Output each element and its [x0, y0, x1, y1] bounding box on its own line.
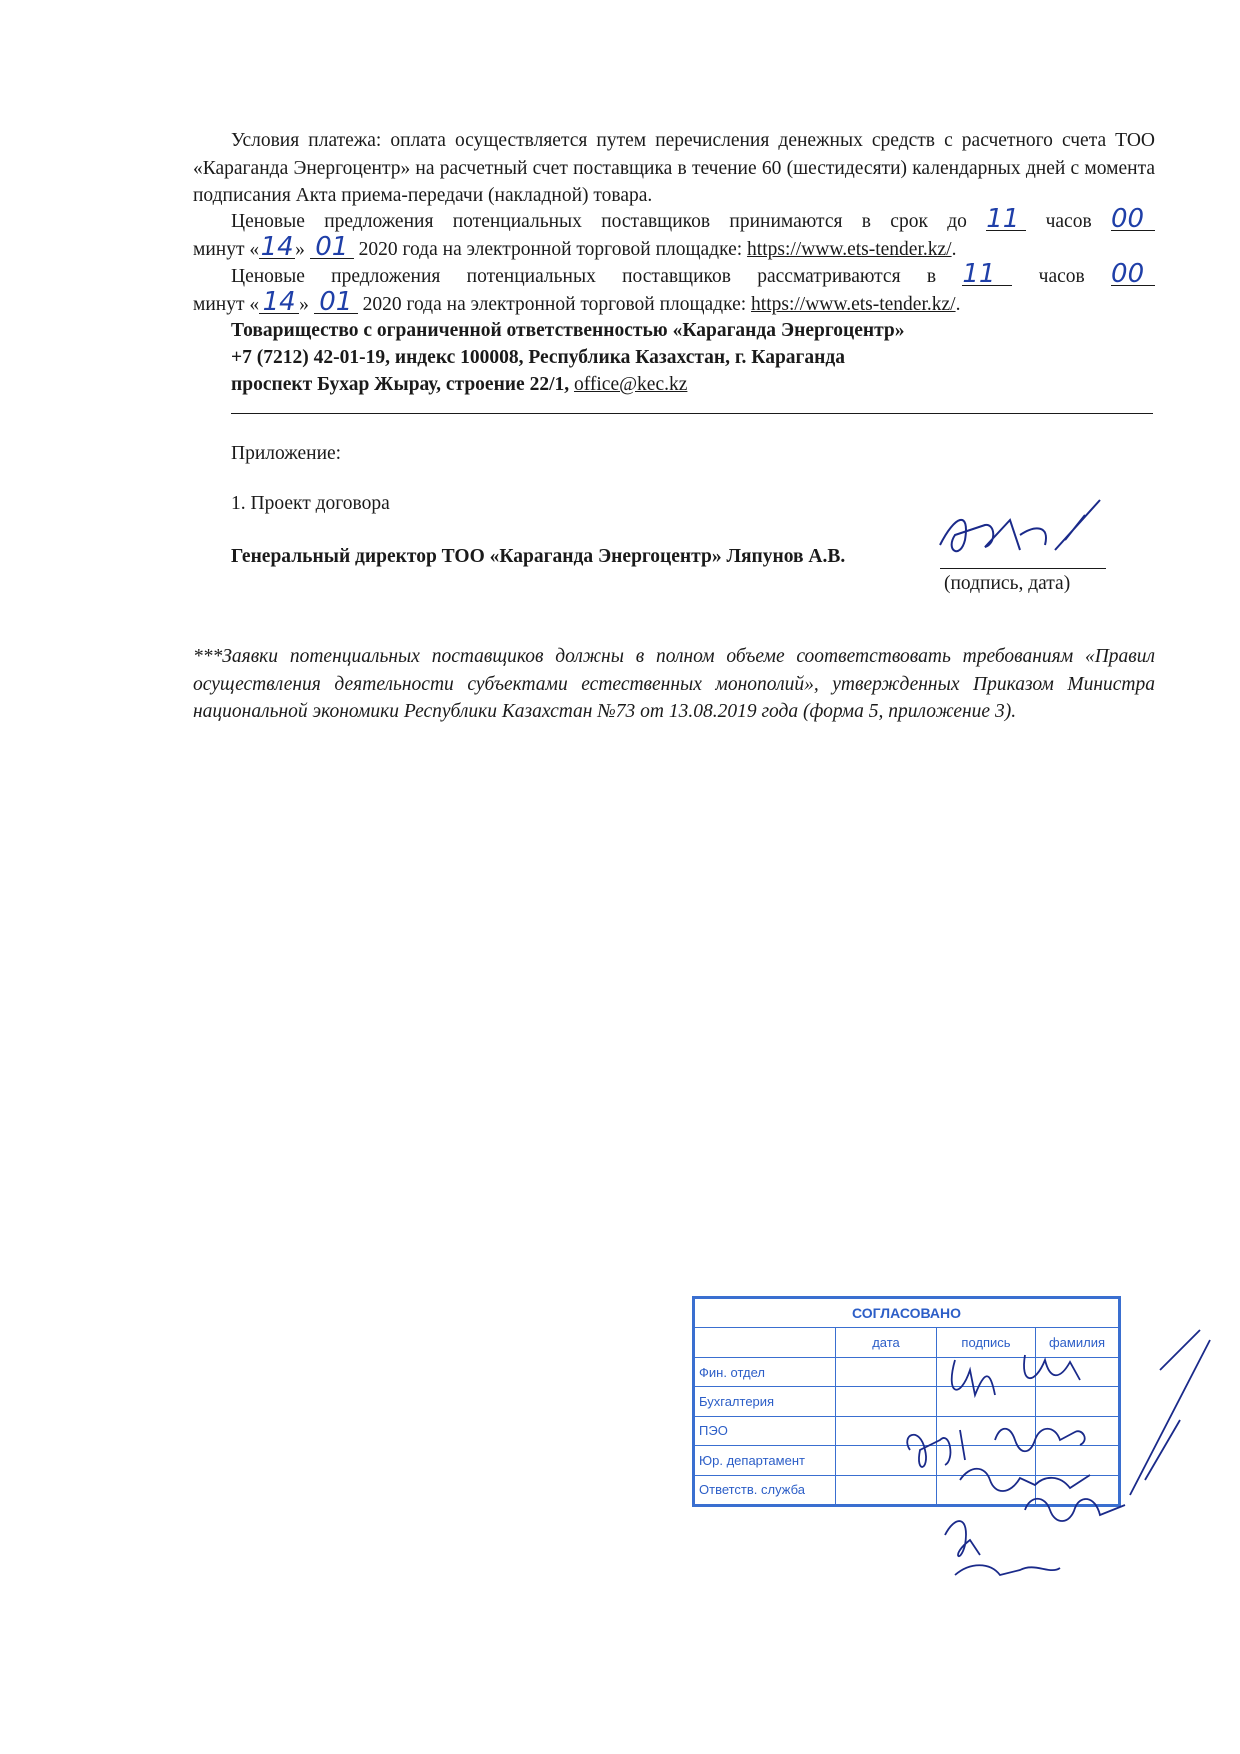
- submission-minutes-handwritten: 00: [1111, 208, 1155, 231]
- stamp-row-label: Фин. отдел: [695, 1357, 836, 1386]
- submission-hour-handwritten: 11: [986, 208, 1026, 231]
- director-signature-scribble: [925, 495, 1115, 575]
- review-hour-handwritten: 11: [962, 263, 1012, 286]
- company-email-link[interactable]: office@kec.kz: [573, 374, 688, 395]
- approval-signatures-scribble: [860, 1300, 1240, 1600]
- submission-text-d: »: [295, 238, 305, 260]
- submission-link[interactable]: https://www.ets-tender.kz/: [747, 238, 952, 260]
- footnote: ***Заявки потенциальных поставщиков должны в полном объеме соответствовать требованиям «Правил осуществления деятельности субъектами естественных монополий», утвержденных Приказом Министра национальной экономики Республики Казахстан №73 от 13.08.2019 года (форма 5, приложение 3).: [193, 646, 1155, 722]
- stamp-header-dept: [695, 1328, 836, 1357]
- review-text-e: 2020 года на электронной торговой площадке:: [362, 293, 747, 315]
- review-text-c: минут «: [193, 293, 260, 315]
- submission-text-b: часов: [1045, 211, 1092, 232]
- stamp-row-label: Юр. департамент: [695, 1446, 836, 1475]
- payment-terms-paragraph: [193, 127, 1155, 210]
- submission-text-f: .: [951, 238, 957, 260]
- company-address: [231, 371, 687, 399]
- stamp-title: СОГЛАСОВАНО: [695, 1299, 1119, 1328]
- review-month-handwritten: 01: [314, 291, 358, 314]
- attachment-item: 1. Проект договора: [231, 493, 390, 514]
- review-text-a: Ценовые предложения потенциальных поставщиков рассматриваются в: [231, 266, 937, 287]
- review-text-d: »: [299, 293, 309, 315]
- submission-text-e: 2020 года на электронной торговой площадке:: [358, 238, 743, 260]
- company-name: Товарищество с ограниченной ответственностью «Караганда Энергоцентр»: [231, 320, 905, 341]
- review-text-b: часов: [1038, 266, 1085, 287]
- review-deadline-paragraph: [193, 259, 1155, 318]
- review-text-f: .: [955, 293, 961, 315]
- review-minutes-handwritten: 00: [1111, 263, 1155, 286]
- payment-terms-text: Условия платежа: оплата осуществляется путем перечисления денежных средств с расчетного счета ТОО «Караганда Энергоцентр» на расчетный счет поставщика в течение 60 (шестидесяти) календарных дней с момента подписания Акта приема-передачи (накладной) товара.: [193, 130, 1155, 206]
- submission-deadline-paragraph: [193, 204, 1155, 263]
- review-day-handwritten: 14: [259, 291, 299, 314]
- director-signature-line: Генеральный директор ТОО «Караганда Энергоцентр» Ляпунов А.В.: [231, 546, 846, 567]
- attachment-label: Приложение:: [231, 443, 342, 464]
- review-link[interactable]: https://www.ets-tender.kz/: [751, 293, 956, 315]
- stamp-header-date: дата: [836, 1328, 937, 1357]
- signature-caption: (подпись, дата): [944, 573, 1071, 594]
- stamp-row-label: ПЭО: [695, 1416, 836, 1445]
- stamp-header-name: фамилия: [1036, 1328, 1119, 1357]
- submission-day-handwritten: 14: [260, 231, 294, 262]
- stamp-header-sign: подпись: [937, 1328, 1036, 1357]
- submission-text-a: Ценовые предложения потенциальных поставщиков принимаются в срок до: [231, 211, 967, 232]
- stamp-row-label: Бухгалтерия: [695, 1387, 836, 1416]
- company-contacts: +7 (7212) 42-01-19, индекс 100008, Республика Казахстан, г. Караганда: [231, 347, 845, 368]
- submission-text-c: минут «: [193, 238, 260, 260]
- company-street: проспект Бухар Жырау, строение 22/1,: [231, 374, 570, 395]
- submission-month-handwritten: 01: [310, 236, 354, 259]
- stamp-row-label: Ответств. служба: [695, 1475, 836, 1504]
- horizontal-divider: [231, 413, 1153, 414]
